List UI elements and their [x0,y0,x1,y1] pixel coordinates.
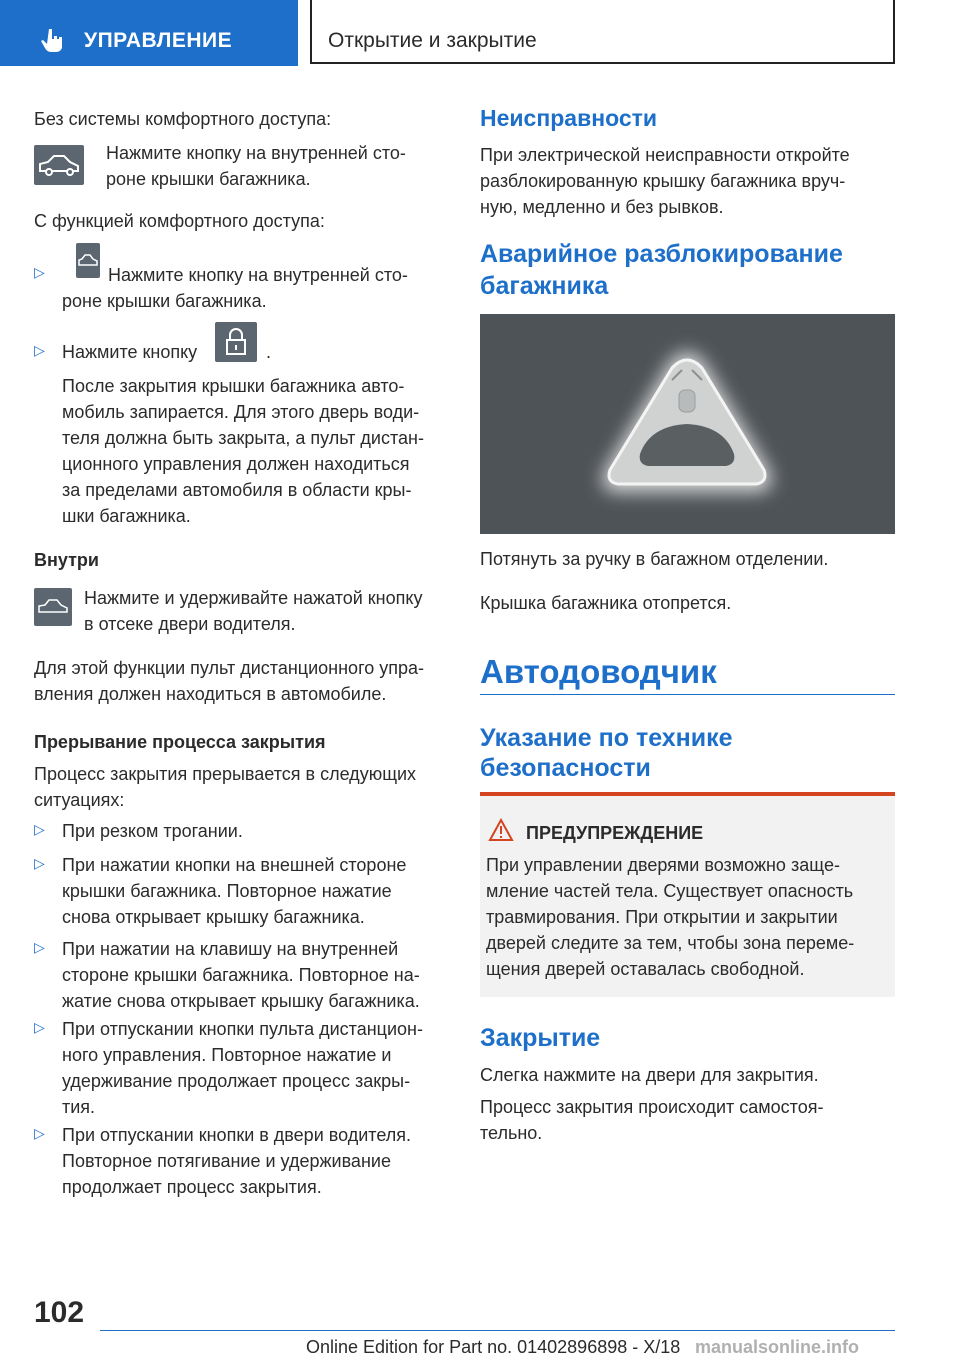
pull-handle-caption: Потянуть за ручку в багажном отделении. [480,549,829,569]
without-comfort-label: Без системы комфортного доступа: [34,109,332,129]
interrupt-item-2-line-2: крышки багажника. Повторное нажатие [62,881,392,901]
lock-note-line-4: ционного управления должен находиться [62,454,410,474]
warning-line-2: мление частей тела. Существует опасность [486,881,854,901]
lock-note-line-1: После закрытия крышки багажника авто- [62,376,405,396]
faults-line-3: ную, медленно и без рывков. [480,197,724,217]
closing-line-3: тельно. [480,1123,543,1143]
soft-close-heading: Автодоводчик [480,653,717,690]
lock-button-icon [215,322,257,362]
lock-note-line-3: теля должна быть закрыта, а пульт дистан- [62,428,424,448]
closing-line-2: Процесс закрытия происходит самостоя- [480,1097,824,1117]
inside-note-line-2: вления должен находиться в автомобиле. [34,684,387,704]
section-label: УПРАВЛЕНИЕ [84,29,233,52]
interrupt-item-5-line-3: продолжает процесс закрытия. [62,1177,322,1197]
safety-heading-line-2: безопасности [480,754,651,782]
interrupt-heading: Прерывание процесса закрытия [34,732,326,752]
chapter-title: Открытие и закрытие [328,29,537,52]
trunk-button-small-icon [76,243,100,278]
faults-line-1: При электрической неисправности откройте [480,145,850,165]
interrupt-intro-line-2: ситуациях: [34,790,125,810]
closing-heading: Закрытие [480,1024,601,1052]
faults-heading: Неисправности [480,105,658,131]
inside-step-line-2: в отсеке двери водителя. [84,614,296,634]
without-comfort-step-1: Нажмите кнопку на внутренней сто- [106,143,406,163]
interrupt-item-4-line-4: тия. [62,1097,96,1117]
watermark: manualsonline.info [695,1337,860,1357]
inside-note-line-1: Для этой функции пульт дистанционного упра- [34,658,425,678]
bullet-icon: ▷ [34,264,45,280]
interrupt-item-4-line-2: ного управления. Повторное нажатие и [62,1045,392,1065]
lock-note-line-5: за пределами автомобиля в области кры- [62,480,412,500]
warning-line-4: дверей следите за тем, чтобы зона переме- [486,933,855,953]
inside-heading: Внутри [34,550,99,570]
lock-note-line-6: шки багажника. [62,506,191,526]
hand-pointer-icon [40,27,66,53]
heading-divider [480,694,895,695]
comfort-step-1-line-2: роне крышки багажника. [62,291,267,311]
interrupt-item-5-line-2: Повторное потягивание и удерживание [62,1151,391,1171]
faults-line-2: разблокированную крышку багажника вруч- [480,171,846,191]
footer-divider [100,1330,895,1331]
bullet-icon: ▷ [34,939,45,955]
interrupt-item-4-line-1: При отпускании кнопки пульта дистанцион- [62,1019,423,1039]
interrupt-item-1: При резком трогании. [62,821,243,841]
bullet-icon: ▷ [34,1125,45,1141]
warning-line-3: травмирования. При открытии и закрытии [486,907,838,927]
page-number: 102 [34,1296,85,1329]
chapter-header [310,0,895,64]
warning-line-5: щения дверей оставалась свободной. [486,959,805,979]
emergency-release-image [480,314,895,534]
bullet-icon: ▷ [34,1019,45,1035]
interrupt-item-2-line-1: При нажатии кнопки на внешней стороне [62,855,407,875]
interrupt-intro-line-1: Процесс закрытия прерывается в следующих [34,764,417,784]
with-comfort-label: С функцией комфортного доступа: [34,211,325,231]
interrupt-item-2-line-3: снова открывает крышку багажника. [62,907,365,927]
interrupt-item-5-line-1: При отпускании кнопки в двери водителя. [62,1125,411,1145]
trunk-button-driver-door-icon [34,588,72,626]
comfort-step-1-line-1: Нажмите кнопку на внутренней сто- [108,265,408,285]
closing-line-1: Слегка нажмите на двери для закрытия. [480,1065,819,1085]
emergency-heading-line-1: Аварийное разблокирование [480,240,843,268]
section-tab[interactable] [0,0,298,66]
interrupt-item-3-line-3: жатие снова открывает крышку багажника. [62,991,420,1011]
edition-text: Online Edition for Part no. 01402896898 - X/18 [306,1337,681,1357]
bullet-icon: ▷ [34,342,45,358]
trunk-button-icon [34,145,84,185]
warning-triangle-icon [488,818,514,842]
emergency-heading-line-2: багажника [480,272,609,300]
without-comfort-step-2: роне крышки багажника. [106,169,311,189]
interrupt-item-3-line-1: При нажатии на клавишу на внутренней [62,939,399,959]
interrupt-item-3-line-2: стороне крышки багажника. Повторное на- [62,965,420,985]
inside-step-line-1: Нажмите и удерживайте нажатой кнопку [84,588,423,608]
warning-box [480,792,895,997]
bullet-icon: ▷ [34,821,45,837]
warning-label: ПРЕДУПРЕЖДЕНИЕ [526,823,704,843]
lock-note-line-2: мобиль запирается. Для этого дверь води- [62,402,420,422]
comfort-step-2-text: Нажмите кнопку [62,342,198,362]
lid-unlocks-caption: Крышка багажника отопрется. [480,593,732,613]
safety-heading-line-1: Указание по технике [480,724,733,752]
warning-line-1: При управлении дверями возможно защe- [486,855,841,875]
interrupt-item-4-line-3: удерживание продолжает процесс закры- [62,1071,411,1091]
comfort-step-2-dot: . [266,342,272,362]
bullet-icon: ▷ [34,855,45,871]
